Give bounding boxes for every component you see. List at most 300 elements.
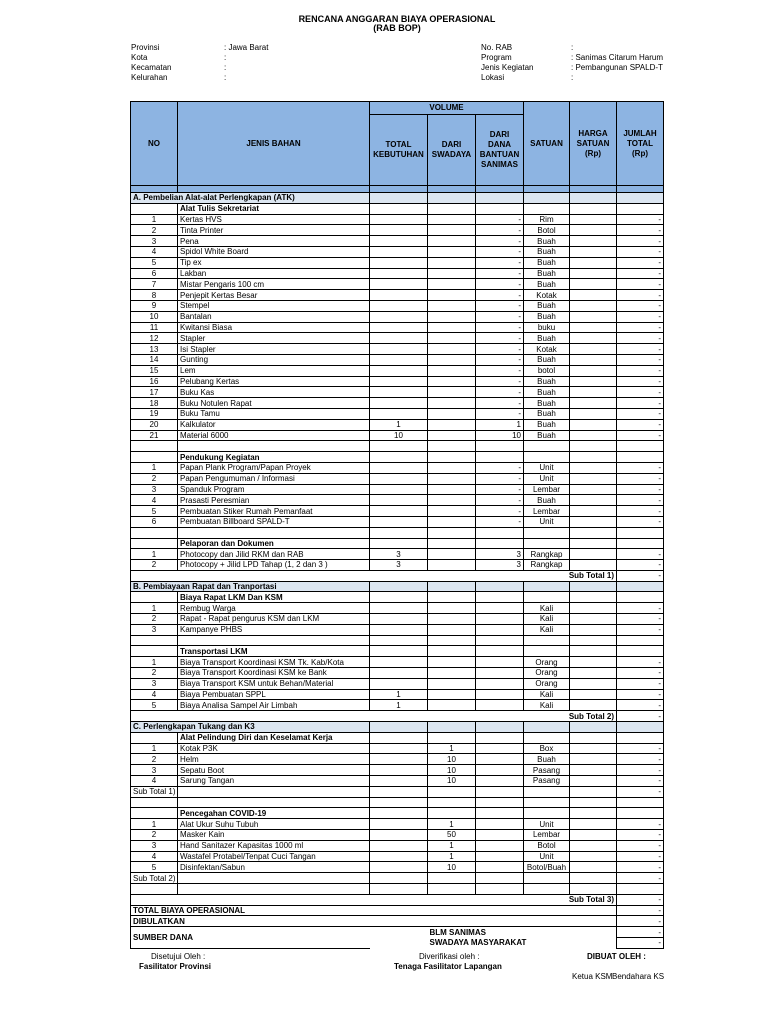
item-dari-bantuan: - (476, 257, 524, 268)
item-dari-bantuan (476, 754, 524, 765)
item-dari-bantuan (476, 657, 524, 668)
empty-cell (476, 884, 524, 895)
empty-cell (131, 527, 178, 538)
item-row (131, 473, 664, 484)
item-row (131, 560, 664, 571)
item-satuan: Lembar (524, 484, 570, 495)
item-dari-swadaya: 1 (428, 743, 476, 754)
item-no: 18 (131, 398, 178, 409)
item-dari-swadaya (428, 387, 476, 398)
item-jumlah-total: - (617, 419, 664, 430)
item-name: Stapler (178, 333, 370, 344)
grand-total-value: - (617, 905, 664, 916)
item-jumlah-total: - (617, 516, 664, 527)
item-jumlah-total: - (617, 840, 664, 851)
header-dari-swadaya: DARI SWADAYA (428, 115, 476, 186)
item-total-kebutuhan (370, 333, 428, 344)
item-harga-satuan (570, 473, 617, 484)
empty-cell (476, 592, 524, 603)
item-row (131, 387, 664, 398)
empty-cell (570, 441, 617, 452)
empty-cell (476, 452, 524, 463)
item-total-kebutuhan: 1 (370, 689, 428, 700)
item-name: Biaya Transport Koordinasi KSM Tk. Kab/Kota (178, 657, 370, 668)
item-total-kebutuhan (370, 516, 428, 527)
empty-cell (370, 203, 428, 214)
item-satuan: Botol (524, 225, 570, 236)
item-satuan: botol (524, 365, 570, 376)
item-no: 1 (131, 462, 178, 473)
item-name: Pena (178, 236, 370, 247)
item-total-kebutuhan (370, 776, 428, 787)
empty-cell (617, 808, 664, 819)
meta-jenis-kegiatan-value: : Pembangunan SPALD-T (571, 63, 663, 72)
item-harga-satuan (570, 743, 617, 754)
item-total-kebutuhan (370, 473, 428, 484)
item-dari-bantuan: - (476, 214, 524, 225)
item-satuan: Lembar (524, 506, 570, 517)
item-total-kebutuhan (370, 603, 428, 614)
header-dari-bantuan: DARI DANA BANTUAN SANIMAS (476, 115, 524, 186)
item-row (131, 257, 664, 268)
empty-cell (178, 873, 370, 884)
item-name: Alat Ukur Suhu Tubuh (178, 819, 370, 830)
item-no: 2 (131, 560, 178, 571)
empty-cell (570, 635, 617, 646)
item-satuan: Botol (524, 840, 570, 851)
item-satuan: Rangkap (524, 549, 570, 560)
item-dari-swadaya (428, 614, 476, 625)
subgroup-title: Pelaporan dan Dokumen (178, 538, 370, 549)
item-name: Pelubang Kertas (178, 376, 370, 387)
empty-cell (570, 592, 617, 603)
item-dari-bantuan: - (476, 506, 524, 517)
item-row (131, 322, 664, 333)
item-satuan: Rangkap (524, 560, 570, 571)
item-name: Buku Tamu (178, 408, 370, 419)
empty-cell (370, 808, 428, 819)
item-satuan: Pasang (524, 765, 570, 776)
empty-cell (131, 884, 178, 895)
item-jumlah-total: - (617, 473, 664, 484)
item-total-kebutuhan (370, 462, 428, 473)
item-name: Sarung Tangan (178, 776, 370, 787)
item-dari-bantuan: - (476, 398, 524, 409)
group-subtotal-row (131, 786, 664, 797)
item-dari-swadaya: 10 (428, 754, 476, 765)
sumber-dana-block (131, 927, 664, 949)
item-row (131, 506, 664, 517)
item-name: Gunting (178, 354, 370, 365)
item-jumlah-total: - (617, 376, 664, 387)
item-jumlah-total: - (617, 765, 664, 776)
item-harga-satuan (570, 495, 617, 506)
item-jumlah-total: - (617, 236, 664, 247)
item-harga-satuan (570, 246, 617, 257)
item-dari-bantuan (476, 819, 524, 830)
empty-cell (617, 592, 664, 603)
item-harga-satuan (570, 614, 617, 625)
item-harga-satuan (570, 678, 617, 689)
item-total-kebutuhan: 3 (370, 560, 428, 571)
item-dari-swadaya (428, 473, 476, 484)
item-no: 4 (131, 495, 178, 506)
item-no: 8 (131, 290, 178, 301)
blank-row (131, 441, 664, 452)
empty-cell (617, 203, 664, 214)
item-no: 13 (131, 344, 178, 355)
item-jumlah-total: - (617, 495, 664, 506)
empty-cell (370, 635, 428, 646)
empty-cell (428, 732, 476, 743)
item-total-kebutuhan (370, 408, 428, 419)
section-cell (524, 581, 570, 592)
fasilitator-provinsi-label: Fasilitator Provinsi (139, 962, 212, 971)
item-jumlah-total: - (617, 819, 664, 830)
item-dari-swadaya: 10 (428, 776, 476, 787)
empty-cell (178, 884, 370, 895)
section-cell (524, 193, 570, 204)
item-total-kebutuhan (370, 830, 428, 841)
item-total-kebutuhan (370, 840, 428, 851)
item-dari-swadaya (428, 290, 476, 301)
item-name: Sepatu Boot (178, 765, 370, 776)
item-row (131, 419, 664, 430)
item-dari-bantuan (476, 851, 524, 862)
item-harga-satuan (570, 840, 617, 851)
section-cell (428, 581, 476, 592)
item-total-kebutuhan (370, 214, 428, 225)
item-row (131, 776, 664, 787)
tenaga-fasilitator-label: Tenaga Fasilitator Lapangan (394, 962, 502, 971)
item-dari-swadaya (428, 462, 476, 473)
item-dari-swadaya (428, 549, 476, 560)
item-satuan: Kali (524, 603, 570, 614)
group-subtotal-row (131, 873, 664, 884)
item-no: 5 (131, 862, 178, 873)
item-row (131, 819, 664, 830)
item-satuan: Buah (524, 279, 570, 290)
section-title: A. Pembelian Alat-alat Perlengkapan (ATK) (131, 193, 370, 204)
item-harga-satuan (570, 408, 617, 419)
item-no: 16 (131, 376, 178, 387)
item-row (131, 311, 664, 322)
item-jumlah-total: - (617, 603, 664, 614)
item-no: 2 (131, 668, 178, 679)
item-row (131, 614, 664, 625)
item-harga-satuan (570, 484, 617, 495)
item-satuan: Botol/Buah (524, 862, 570, 873)
item-dari-bantuan (476, 743, 524, 754)
empty-cell (524, 635, 570, 646)
item-jumlah-total: - (617, 322, 664, 333)
item-jumlah-total: - (617, 300, 664, 311)
empty-cell (428, 452, 476, 463)
item-no: 2 (131, 225, 178, 236)
item-harga-satuan (570, 268, 617, 279)
item-row (131, 700, 664, 711)
meta-right-values (571, 43, 664, 83)
item-jumlah-total: - (617, 754, 664, 765)
item-dari-swadaya (428, 516, 476, 527)
subgroup-row (131, 808, 664, 819)
empty-cell (370, 884, 428, 895)
item-harga-satuan (570, 657, 617, 668)
empty-cell (570, 808, 617, 819)
item-no: 1 (131, 657, 178, 668)
item-no: 2 (131, 754, 178, 765)
item-row (131, 376, 664, 387)
empty-cell (428, 592, 476, 603)
row-no-cell (131, 732, 178, 743)
item-harga-satuan (570, 290, 617, 301)
item-name: Tinta Printer (178, 225, 370, 236)
item-name: Bantalan (178, 311, 370, 322)
item-total-kebutuhan (370, 765, 428, 776)
item-dari-swadaya (428, 257, 476, 268)
group-subtotal-value: - (617, 873, 664, 884)
empty-cell (570, 538, 617, 549)
section-row (131, 722, 664, 733)
item-name: Biaya Transport Koordinasi KSM ke Bank (178, 668, 370, 679)
item-satuan: Buah (524, 495, 570, 506)
item-dari-bantuan: - (476, 408, 524, 419)
item-total-kebutuhan (370, 344, 428, 355)
section-title: C. Perlengkapan Tukang dan K3 (131, 722, 370, 733)
empty-cell (570, 732, 617, 743)
item-jumlah-total: - (617, 657, 664, 668)
empty-cell (524, 203, 570, 214)
item-dari-bantuan: 1 (476, 419, 524, 430)
section-cell (617, 193, 664, 204)
item-harga-satuan (570, 624, 617, 635)
item-dari-bantuan: - (476, 354, 524, 365)
item-dari-swadaya (428, 678, 476, 689)
item-total-kebutuhan (370, 678, 428, 689)
grand-total-label: TOTAL BIAYA OPERASIONAL (131, 905, 617, 916)
item-dari-bantuan (476, 678, 524, 689)
item-harga-satuan (570, 322, 617, 333)
subgroup-title: Alat Tulis Sekretariat (178, 203, 370, 214)
item-satuan: Buah (524, 430, 570, 441)
item-no: 10 (131, 311, 178, 322)
section-cell (476, 722, 524, 733)
subgroup-title: Alat Pelindung Diri dan Keselamat Kerja (178, 732, 370, 743)
header-jenis-bahan: JENIS BAHAN (178, 102, 370, 186)
meta-left-values (224, 43, 268, 83)
item-dari-swadaya (428, 560, 476, 571)
empty-cell (131, 797, 178, 808)
rab-table (130, 101, 664, 949)
document-subtitle: (RAB BOP) (373, 23, 421, 33)
item-dari-bantuan: - (476, 322, 524, 333)
item-total-kebutuhan (370, 484, 428, 495)
item-name: Kwitansi Biasa (178, 322, 370, 333)
row-no-cell (131, 592, 178, 603)
item-harga-satuan (570, 506, 617, 517)
bendahara-label: Bendahara KS (612, 972, 664, 981)
item-dari-bantuan (476, 765, 524, 776)
item-dari-bantuan: - (476, 290, 524, 301)
item-total-kebutuhan: 10 (370, 430, 428, 441)
item-no: 17 (131, 387, 178, 398)
item-row (131, 754, 664, 765)
item-dari-swadaya (428, 419, 476, 430)
item-satuan: Rim (524, 214, 570, 225)
empty-cell (570, 527, 617, 538)
item-satuan: Kotak (524, 290, 570, 301)
item-dari-bantuan (476, 840, 524, 851)
item-satuan: Buah (524, 300, 570, 311)
item-jumlah-total: - (617, 614, 664, 625)
meta-norab-value: : (571, 43, 574, 52)
blank-row (131, 797, 664, 808)
item-total-kebutuhan (370, 322, 428, 333)
item-dari-swadaya (428, 603, 476, 614)
item-dari-bantuan: - (476, 462, 524, 473)
empty-cell (178, 635, 370, 646)
section-row (131, 581, 664, 592)
item-dari-bantuan: 3 (476, 549, 524, 560)
item-harga-satuan (570, 516, 617, 527)
item-jumlah-total: - (617, 430, 664, 441)
grand-total-value: - (617, 916, 664, 927)
meta-program-label: Program (481, 53, 512, 62)
item-dari-bantuan (476, 603, 524, 614)
item-harga-satuan (570, 462, 617, 473)
item-dari-bantuan: - (476, 376, 524, 387)
item-no: 5 (131, 700, 178, 711)
item-harga-satuan (570, 776, 617, 787)
item-dari-bantuan: - (476, 268, 524, 279)
item-dari-bantuan: - (476, 387, 524, 398)
section-cell (570, 722, 617, 733)
item-jumlah-total: - (617, 408, 664, 419)
item-jumlah-total: - (617, 743, 664, 754)
item-jumlah-total: - (617, 333, 664, 344)
item-dari-swadaya (428, 365, 476, 376)
subgroup-row (131, 203, 664, 214)
meta-kota-label: Kota (131, 53, 148, 62)
item-total-kebutuhan (370, 851, 428, 862)
item-dari-bantuan: - (476, 516, 524, 527)
item-dari-swadaya: 50 (428, 830, 476, 841)
item-total-kebutuhan (370, 257, 428, 268)
item-harga-satuan (570, 689, 617, 700)
item-satuan: Unit (524, 516, 570, 527)
subtotal-row (131, 570, 664, 581)
row-no-cell (131, 452, 178, 463)
meta-program-value: : Sanimas Citarum Harum (571, 53, 664, 62)
item-dari-bantuan: - (476, 311, 524, 322)
item-row (131, 268, 664, 279)
item-dari-swadaya: 1 (428, 840, 476, 851)
empty-cell (476, 732, 524, 743)
empty-cell (178, 786, 370, 797)
item-jumlah-total: - (617, 268, 664, 279)
item-dari-bantuan: - (476, 365, 524, 376)
item-dari-bantuan: - (476, 495, 524, 506)
empty-cell (570, 884, 617, 895)
item-satuan: Pasang (524, 776, 570, 787)
empty-cell (570, 786, 617, 797)
empty-cell (617, 884, 664, 895)
item-row (131, 516, 664, 527)
item-no: 2 (131, 614, 178, 625)
item-row (131, 549, 664, 560)
item-dari-swadaya (428, 236, 476, 247)
header-spacer-row (131, 186, 664, 193)
item-harga-satuan (570, 819, 617, 830)
item-total-kebutuhan: 3 (370, 549, 428, 560)
item-dari-bantuan: - (476, 236, 524, 247)
item-no: 12 (131, 333, 178, 344)
empty-cell (428, 797, 476, 808)
item-satuan: Kali (524, 689, 570, 700)
subgroup-row (131, 646, 664, 657)
item-name: Photocopy + Jilid LPD Tahap (1, 2 dan 3 ) (178, 560, 370, 571)
empty-cell (370, 732, 428, 743)
item-row (131, 462, 664, 473)
item-dari-bantuan (476, 624, 524, 635)
item-satuan: Buah (524, 398, 570, 409)
subgroup-row (131, 592, 664, 603)
item-satuan: Buah (524, 354, 570, 365)
blank-row (131, 884, 664, 895)
section-cell (370, 581, 428, 592)
item-dari-swadaya: 10 (428, 862, 476, 873)
header-jumlah-total: JUMLAH TOTAL (Rp) (617, 102, 664, 186)
subtotal-value: - (617, 570, 664, 581)
item-harga-satuan (570, 236, 617, 247)
item-dari-bantuan (476, 776, 524, 787)
item-harga-satuan (570, 668, 617, 679)
item-jumlah-total: - (617, 700, 664, 711)
item-row (131, 290, 664, 301)
item-dari-swadaya (428, 246, 476, 257)
item-dari-swadaya (428, 311, 476, 322)
empty-cell (476, 808, 524, 819)
item-jumlah-total: - (617, 311, 664, 322)
row-no-cell (131, 203, 178, 214)
item-no: 3 (131, 840, 178, 851)
item-name: Stempel (178, 300, 370, 311)
item-harga-satuan (570, 851, 617, 862)
meta-lokasi-label: Lokasi (481, 73, 505, 82)
item-name: Lem (178, 365, 370, 376)
meta-kota-value: : (224, 53, 227, 62)
item-name: Wastafel Protabel/Tenpat Cuci Tangan (178, 851, 370, 862)
item-dari-swadaya (428, 398, 476, 409)
subgroup-title: Biaya Rapat LKM Dan KSM (178, 592, 370, 603)
item-row (131, 225, 664, 236)
item-dari-swadaya (428, 495, 476, 506)
item-jumlah-total: - (617, 290, 664, 301)
item-harga-satuan (570, 700, 617, 711)
empty-cell (570, 452, 617, 463)
item-name: Buku Kas (178, 387, 370, 398)
empty-cell (428, 808, 476, 819)
item-total-kebutuhan (370, 668, 428, 679)
item-name: Spidol White Board (178, 246, 370, 257)
item-name: Biaya Transport KSM untuk Behan/Material (178, 678, 370, 689)
item-name: Disinfektan/Sabun (178, 862, 370, 873)
ketua-ksm-label: Ketua KSM (572, 972, 613, 981)
item-dari-swadaya (428, 214, 476, 225)
empty-cell (476, 873, 524, 884)
item-harga-satuan (570, 419, 617, 430)
item-dari-swadaya: 1 (428, 851, 476, 862)
